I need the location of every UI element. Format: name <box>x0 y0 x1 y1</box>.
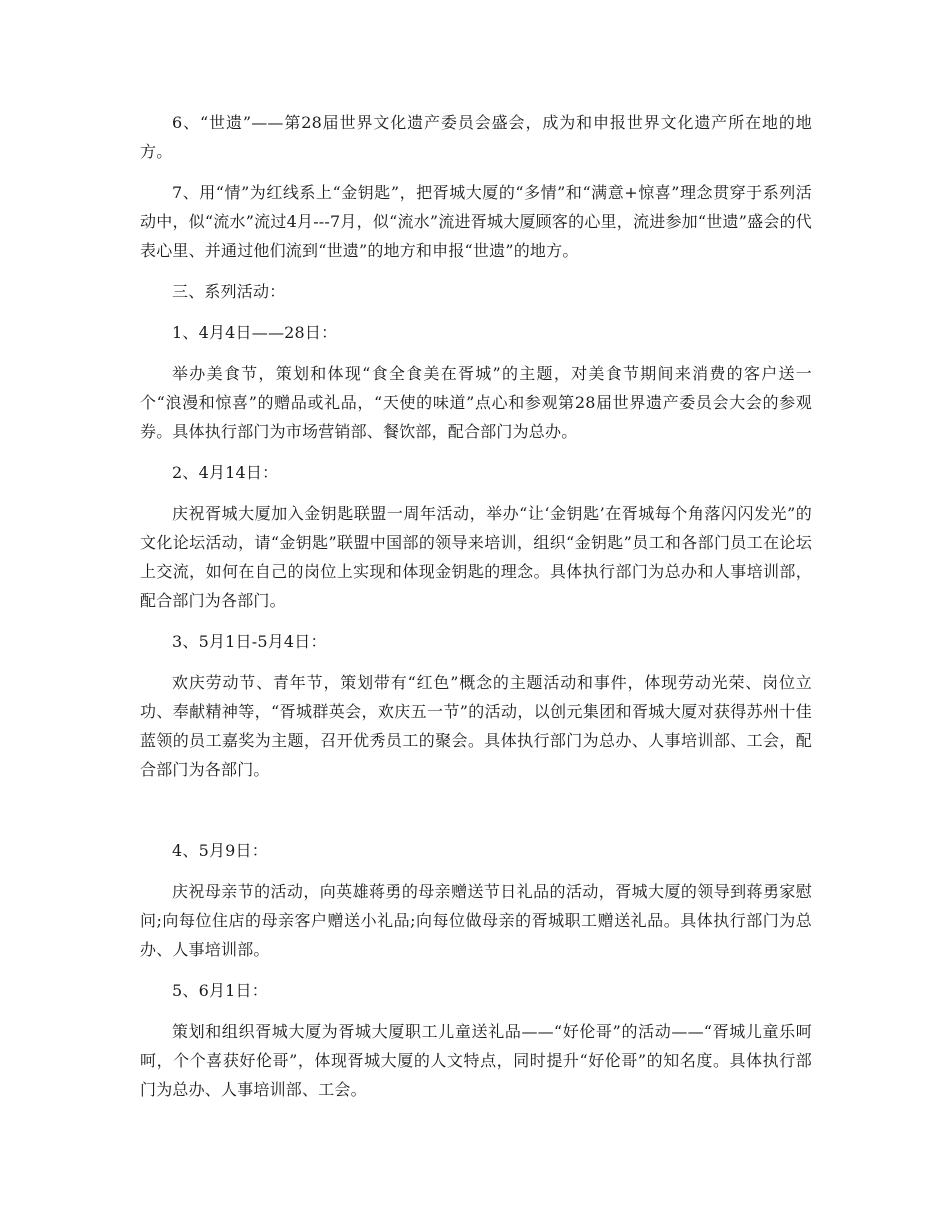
activity-3-description: 欢庆劳动节、青年节，策划带有“红色”概念的主题活动和事件，体现劳动光荣、岗位立功、奉献精神等，“胥城群英会，欢庆五一节”的活动，以创元集团和胥城大厦对获得苏州十佳蓝领的员工嘉奖为主题，召开优秀员工的聚会。具体执行部门为总办、人事培训部、工会，配合部门为各部门。 <box>140 673 812 779</box>
activity-1-date: 1、4月4日——28日： <box>172 323 338 342</box>
paragraph-item-6: 6、“世遗”——第28届世界文化遗产委员会盛会，成为和申报世界文化遗产所在地的地方。 <box>140 113 812 161</box>
activity-4-date: 4、5月9日： <box>172 841 268 860</box>
activity-4-description: 庆祝母亲节的活动，向英雄蒋勇的母亲赠送节日礼品的活动，胥城大厦的领导到蒋勇家慰问;向每位住店的母亲客户赠送小礼品;向每位做母亲的胥城职工赠送礼品。具体执行部门为总办、人事培训部。 <box>140 882 812 959</box>
paragraph-item-7: 7、用“情”为红线系上“金钥匙”，把胥城大厦的“多情”和“满意+惊喜”理念贯穿于系列活动中，似“流水”流过4月---7月，似“流水”流进胥城大厦顾客的心里，流进参加“世遗”盛会的代表心里、并通过他们流到“世遗”的地方和申报“世遗”的地方。 <box>140 183 812 260</box>
activity-3-date: 3、5月1日-5月4日： <box>172 632 327 651</box>
blank-spacer <box>140 796 812 836</box>
activity-5-date: 5、6月1日： <box>172 981 268 1000</box>
activity-2-description: 庆祝胥城大厦加入金钥匙联盟一周年活动，举办“让‘金钥匙’在胥城每个角落闪闪发光”的文化论坛活动，请“金钥匙”联盟中国部的领导来培训，组织“金钥匙”员工和各部门员工在论坛上交流，如何在自己的岗位上实现和体现金钥匙的理念。具体执行部门为总办和人事培训部，配合部门为各部门。 <box>140 504 812 610</box>
section-heading-activities: 三、系列活动： <box>172 282 286 301</box>
activity-5-description: 策划和组织胥城大厦为胥城大厦职工儿童送礼品——“好伦哥”的活动——“胥城儿童乐呵呵，个个喜获好伦哥”，体现胥城大厦的人文特点，同时提升“好伦哥”的知名度。具体执行部门为总办、人事培训部、工会。 <box>140 1022 812 1099</box>
activity-1-description: 举办美食节，策划和体现“食全食美在胥城”的主题，对美食节期间来消费的客户送一个“浪漫和惊喜”的赠品或礼品，“天使的味道”点心和参观第28届世界遗产委员会大会的参观券。具体执行部门为市场营销部、餐饮部，配合部门为总办。 <box>140 364 812 441</box>
document-page <box>140 108 812 1116</box>
activity-2-date: 2、4月14日： <box>172 463 279 482</box>
